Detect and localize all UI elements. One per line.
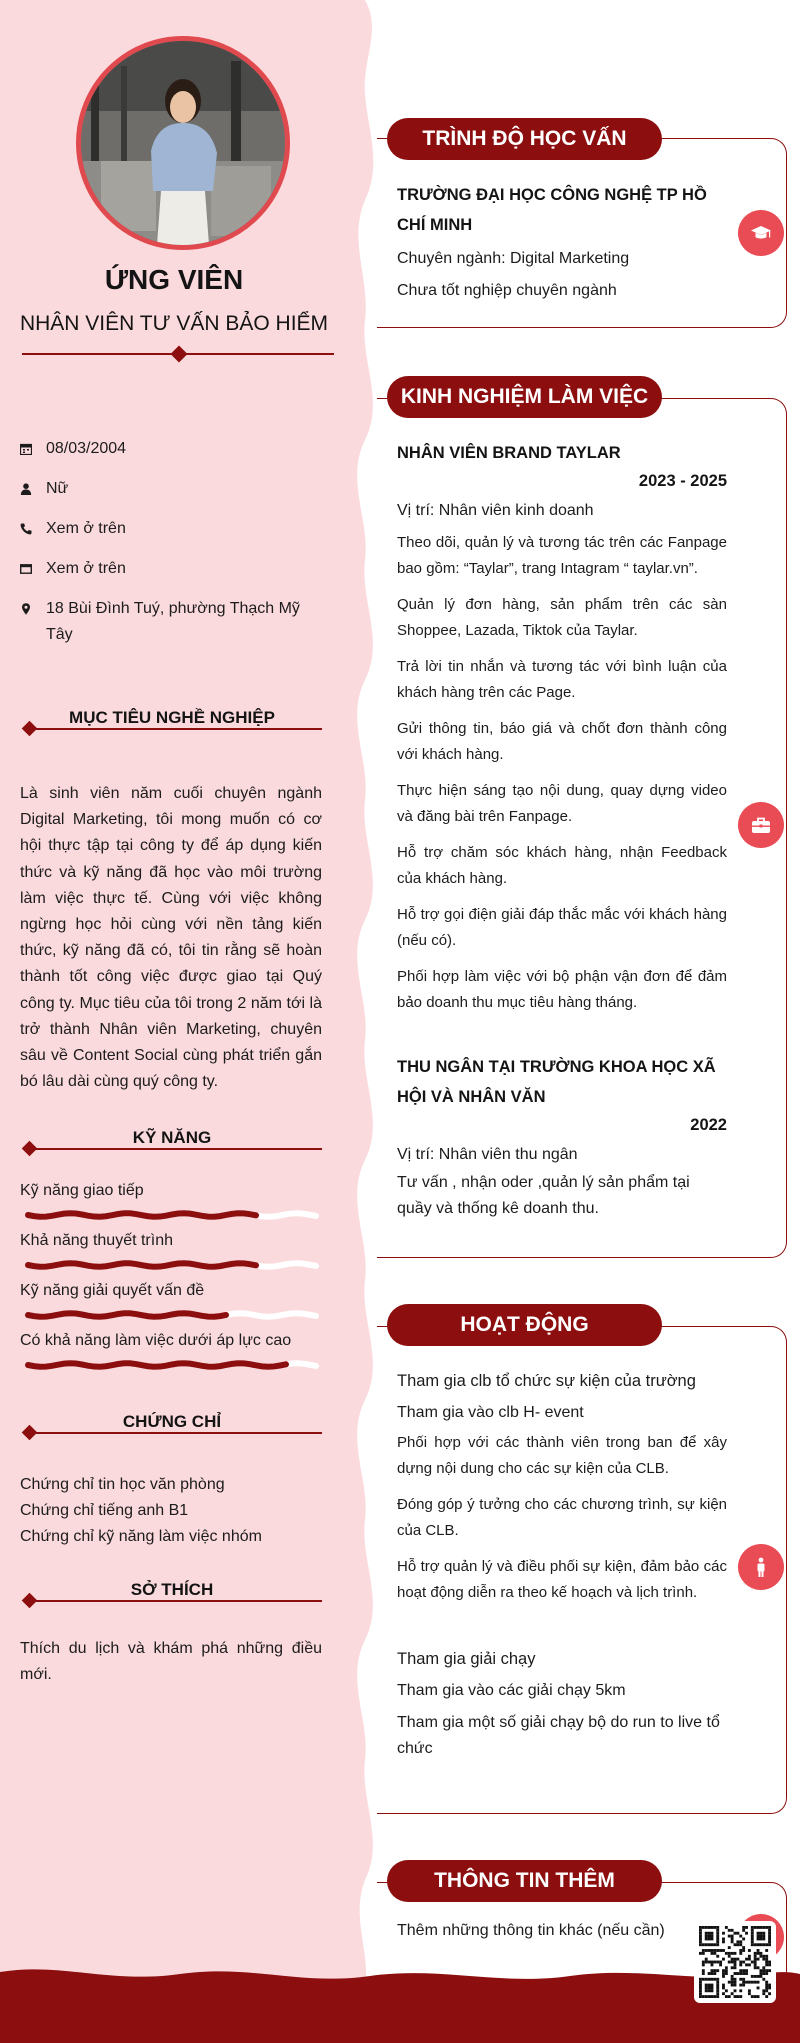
activity-title: Tham gia giải chạy: [397, 1650, 536, 1668]
heading-rule: [28, 728, 322, 730]
activity-detail: Hỗ trợ quản lý và điều phối sự kiện, đảm bảo các hoạt động diễn ra theo kế hoạch và lịch trình.: [397, 1558, 727, 1601]
contact-gender-text: Nữ: [46, 480, 69, 497]
objective-heading-label: MỤC TIÊU NGHỀ NGHIỆP: [69, 708, 275, 727]
skill-item: [20, 1330, 325, 1372]
skill-item: [20, 1230, 325, 1272]
job-duty: Thực hiện sáng tạo nội dung, quay dựng video và đăng bài trên Fanpage.: [397, 782, 727, 825]
job-title: NHÂN VIÊN BRAND TAYLAR: [397, 444, 621, 462]
skill-bar-fill: [28, 1313, 226, 1317]
certificates-heading-label: CHỨNG CHỈ: [122, 1412, 222, 1431]
certificate-item: Chứng chỉ kỹ năng làm việc nhóm: [20, 1528, 262, 1545]
person-standing-icon: [750, 1556, 772, 1578]
activity-title: Tham gia clb tổ chức sự kiện của trường: [397, 1372, 696, 1390]
activity-detail: Tham gia một số giải chạy bộ do run to live tổ chức: [397, 1714, 720, 1757]
job-duty: Gửi thông tin, báo giá và chốt đơn thành công với khách hàng.: [397, 720, 727, 763]
candidate-name: ỨNG VIÊN: [104, 264, 244, 295]
contact-email: [20, 556, 320, 582]
contact-birthdate: [20, 436, 320, 462]
contact-address: [20, 596, 300, 648]
contact-phone: [20, 516, 320, 542]
job-duty: Trả lời tin nhắn và tương tác với bình luận của khách hàng trên các Page.: [397, 658, 727, 701]
job-role: Vị trí: Nhân viên kinh doanh: [397, 502, 594, 519]
contact-birthdate-text: 08/03/2004: [46, 440, 127, 457]
skills-heading: [22, 1128, 322, 1158]
experience-job-1: [397, 438, 727, 1026]
experience-heading: KINH NGHIỆM LÀM VIỆC: [387, 376, 662, 418]
activity-1: [397, 1368, 727, 1616]
skill-item: [20, 1280, 325, 1322]
extra-text: Thêm những thông tin khác (nếu cần): [397, 1922, 665, 1939]
objective-text: Là sinh viên năm cuối chuyên ngành Digital Marketing, tôi mong muốn có cơ hội thực tập tại công ty để áp dụng kiến thức và kỹ năng đã học vào môi trường làm việc thực tế. Cùng với việc không ngừng học hỏi cùng với nền tảng kiến thức, kỹ năng đã có, tôi tin rằng sẽ hoàn thành tốt công việc được giao tại Quý công ty. Mục tiêu của tôi trong 2 năm tới là trở thành Nhân viên Marketing, chuyên sâu về Content Social cùng phát triển gắn bó lâu dài cùng quý công ty.: [20, 785, 322, 1091]
job-title: THU NGÂN TẠI TRƯỜNG KHOA HỌC XÃ HỘI VÀ NHÂN VĂN: [397, 1058, 716, 1106]
title-divider-diamond: [171, 346, 188, 363]
certificate-item: Chứng chỉ tiếng anh B1: [20, 1502, 189, 1519]
hobbies-text: Thích du lịch và khám phá những điều mới.: [20, 1640, 322, 1683]
education-badge: [738, 210, 784, 256]
left-column: [0, 0, 360, 2043]
activity-2: [397, 1646, 727, 1762]
skill-bar-fill: [28, 1263, 256, 1267]
heading-rule: [28, 1148, 322, 1150]
avatar: [76, 36, 290, 250]
activity-sub: Tham gia vào clb H- event: [397, 1404, 584, 1421]
activities-badge: [738, 1544, 784, 1590]
heading-rule: [28, 1600, 322, 1602]
contact-address-text: 18 Bùi Đình Tuý, phường Thạch Mỹ Tây: [46, 600, 300, 643]
job-duty: Quản lý đơn hàng, sản phẩm trên các sàn Shoppee, Lazada, Tiktok của Taylar.: [397, 596, 727, 639]
job-duty: Tư vấn , nhận oder ,quản lý sản phẩm tại quầy và thống kê doanh thu.: [397, 1174, 690, 1217]
job-duty: Hỗ trợ chăm sóc khách hàng, nhận Feedback của khách hàng.: [397, 844, 727, 887]
activities-heading: HOẠT ĐỘNG: [387, 1304, 662, 1346]
education-school: TRƯỜNG ĐẠI HỌC CÔNG NGHỆ TP HỒ CHÍ MINH: [397, 186, 707, 234]
heading-rule: [28, 1432, 322, 1434]
qr-code-image: [699, 1926, 771, 1998]
qr-code[interactable]: [694, 1921, 776, 2003]
activity-details: [397, 1430, 727, 1606]
candidate-position: NHÂN VIÊN TƯ VẤN BẢO HIỂM: [19, 312, 329, 335]
email-icon: [20, 556, 46, 582]
skill-name: Kỹ năng giao tiếp: [20, 1182, 144, 1199]
education-content: [397, 180, 727, 304]
skill-bar-fill: [28, 1363, 286, 1367]
calendar-icon: [20, 436, 46, 462]
activity-detail: Phối hợp với các thành viên trong ban để xây dựng nội dung cho các sự kiện của CLB.: [397, 1434, 727, 1477]
extra-heading: THÔNG TIN THÊM: [387, 1860, 662, 1902]
objective-heading: [22, 708, 322, 738]
certificates-heading: [22, 1412, 322, 1442]
skill-item: [20, 1180, 325, 1222]
experience-badge: [738, 802, 784, 848]
contact-gender: [20, 476, 320, 502]
job-duties: [397, 530, 727, 1016]
skills-heading-label: KỸ NĂNG: [132, 1128, 212, 1147]
location-icon: [20, 596, 46, 622]
education-status: Chưa tốt nghiệp chuyên ngành: [397, 282, 617, 299]
graduation-cap-icon: [750, 222, 772, 244]
education-heading: TRÌNH ĐỘ HỌC VẤN: [387, 118, 662, 160]
skill-name: Kỹ năng giải quyết vấn đề: [20, 1282, 205, 1299]
education-major: Chuyên ngành: Digital Marketing: [397, 250, 630, 267]
briefcase-icon: [750, 814, 772, 836]
bottom-wave-decoration: [0, 1960, 800, 2043]
skill-level-bar: [20, 1308, 325, 1322]
activity-detail: Đóng góp ý tưởng cho các chương trình, sự kiện của CLB.: [397, 1496, 727, 1539]
job-years: 2022: [690, 1116, 727, 1134]
job-duty: Hỗ trợ gọi điện giải đáp thắc mắc với khách hàng (nếu có).: [397, 906, 727, 949]
phone-icon: [20, 516, 46, 542]
certificate-item: Chứng chỉ tin học văn phòng: [20, 1476, 225, 1493]
hobbies-heading-label: SỞ THÍCH: [130, 1580, 214, 1599]
activity-sub: Tham gia vào các giải chạy 5km: [397, 1682, 626, 1699]
skill-level-bar: [20, 1208, 325, 1222]
job-duty: Phối hợp làm việc với bộ phận vận đơn để đảm bảo doanh thu mục tiêu hàng tháng.: [397, 968, 727, 1011]
skill-bar-fill: [28, 1213, 256, 1217]
skill-name: Khả năng thuyết trình: [20, 1232, 173, 1249]
skill-name: Có khả năng làm việc dưới áp lực cao: [20, 1332, 292, 1349]
experience-job-2: [397, 1052, 727, 1222]
profile-photo: [81, 41, 285, 245]
contact-email-text: Xem ở trên: [46, 560, 126, 577]
skill-level-bar: [20, 1358, 325, 1372]
person-icon: [20, 476, 46, 502]
job-role: Vị trí: Nhân viên thu ngân: [397, 1146, 578, 1163]
skill-level-bar: [20, 1258, 325, 1272]
job-duty: Theo dõi, quản lý và tương tác trên các Fanpage bao gồm: “Taylar”, trang Intagram “ taylar.vn”.: [397, 534, 727, 577]
contact-phone-text: Xem ở trên: [46, 520, 126, 537]
job-years: 2023 - 2025: [638, 472, 727, 490]
hobbies-heading: [22, 1580, 322, 1610]
